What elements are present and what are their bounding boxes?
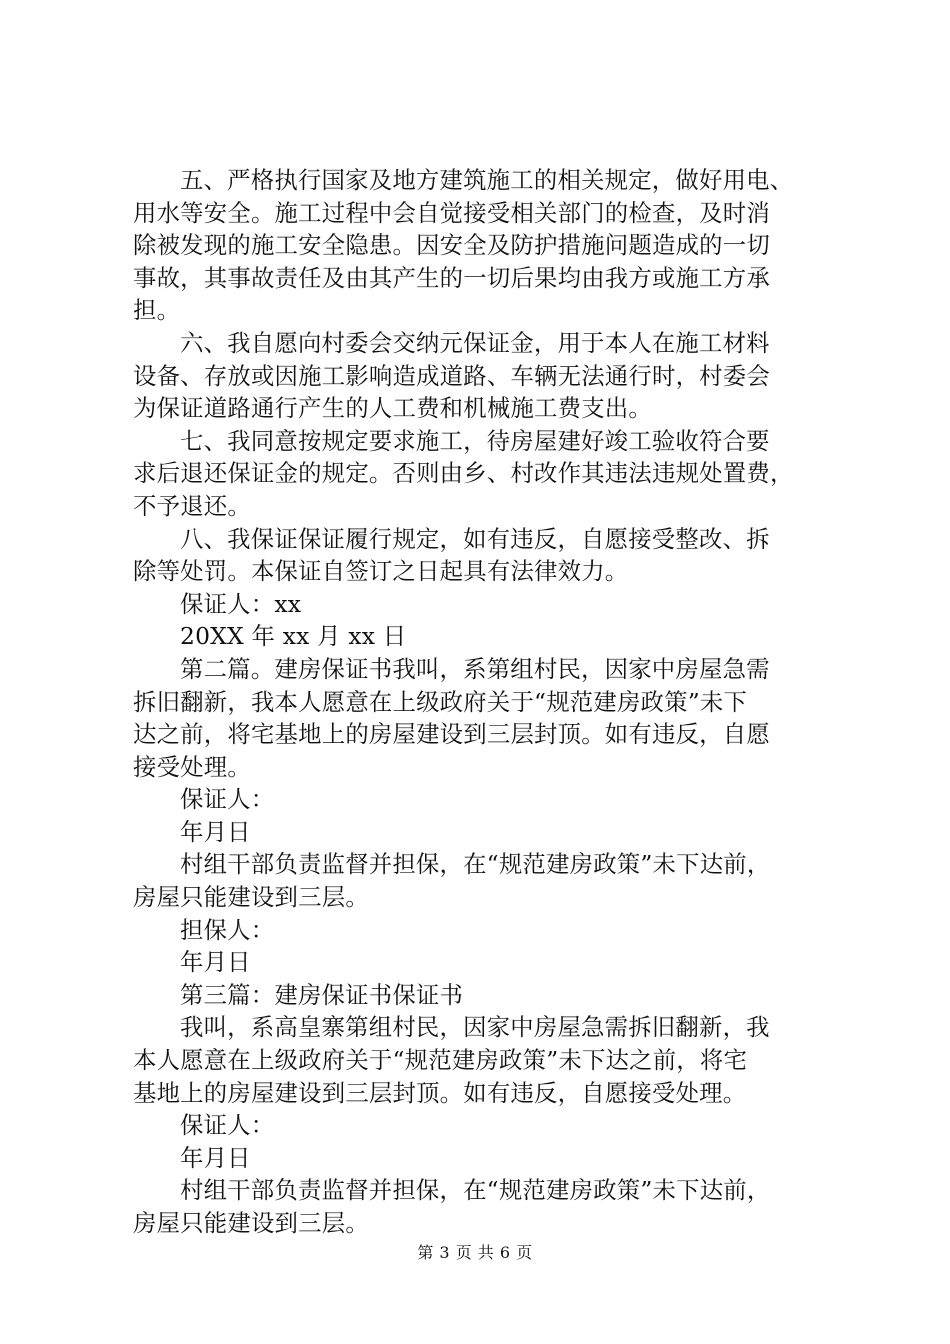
text-line: 设备、存放或因施工影响造成道路、车辆无法通行时，村委会	[133, 361, 770, 390]
text-line: 拆旧翻新，我本人愿意在上级政府关于“规范建房政策”未下	[133, 687, 748, 716]
text-line: 房屋只能建设到三层。	[133, 883, 369, 912]
text-line: 村组干部负责监督并担保，在“规范建房政策”未下达前，	[180, 850, 771, 879]
text-line: 年月日	[180, 817, 251, 846]
text-line: 第二篇。建房保证书我叫，系第组村民，因家中房屋急需	[180, 654, 770, 683]
text-line: 为保证道路通行产生的人工费和机械施工费支出。	[133, 394, 652, 423]
text-line: 保证人：	[180, 1111, 275, 1140]
text-line: 不予退还。	[133, 491, 251, 520]
text-line: 年月日	[180, 1143, 251, 1172]
text-line: 除被发现的施工安全隐患。因安全及防护措施问题造成的一切	[133, 231, 770, 260]
text-line: 第三篇：建房保证书保证书	[180, 980, 464, 1009]
text-line: 用水等安全。施工过程中会自觉接受相关部门的检查，及时消	[133, 198, 770, 227]
page-number-footer: 第 3 页 共 6 页	[417, 1243, 533, 1262]
text-line: 保证人：	[180, 785, 275, 814]
text-line: 六、我自愿向村委会交纳元保证金，用于本人在施工材料	[180, 328, 770, 357]
text-line: 村组干部负责监督并担保，在“规范建房政策”未下达前，	[180, 1176, 771, 1205]
text-line: 八、我保证保证履行规定，如有违反，自愿接受整改、拆	[180, 524, 770, 553]
text-line: 房屋只能建设到三层。	[133, 1209, 369, 1237]
text-line: 担保人：	[180, 915, 275, 944]
text-line: 达之前，将宅基地上的房屋建设到三层封顶。如有违反，自愿	[133, 720, 770, 749]
text-line: 七、我同意按规定要求施工，待房屋建好竣工验收符合要	[180, 426, 770, 455]
document-body	[133, 164, 833, 1240]
text-line: 求后退还保证金的规定。否则由乡、村改作其违法违规处置费，	[133, 459, 794, 488]
text-line: 保证人：xx	[180, 589, 302, 618]
text-line: 基地上的房屋建设到三层封顶。如有违反，自愿接受处理。	[133, 1078, 747, 1107]
text-line: 接受处理。	[133, 752, 251, 781]
text-line: 我叫，系高皇寨第组村民，因家中房屋急需拆旧翻新，我	[180, 1013, 770, 1042]
text-line: 担。	[133, 296, 181, 325]
text-line: 本人愿意在上级政府关于“规范建房政策”未下达之前，将宅	[133, 1046, 748, 1075]
text-line: 事故，其事故责任及由其产生的一切后果均由我方或施工方承	[133, 263, 770, 292]
text-line: 五、严格执行国家及地方建筑施工的相关规定，做好用电、	[180, 166, 794, 194]
text-line: 除等处罚。本保证自签订之日起具有法律效力。	[133, 557, 629, 586]
text-line: 年月日	[180, 948, 251, 977]
text-line: 20XX 年 xx 月 xx 日	[180, 622, 407, 651]
